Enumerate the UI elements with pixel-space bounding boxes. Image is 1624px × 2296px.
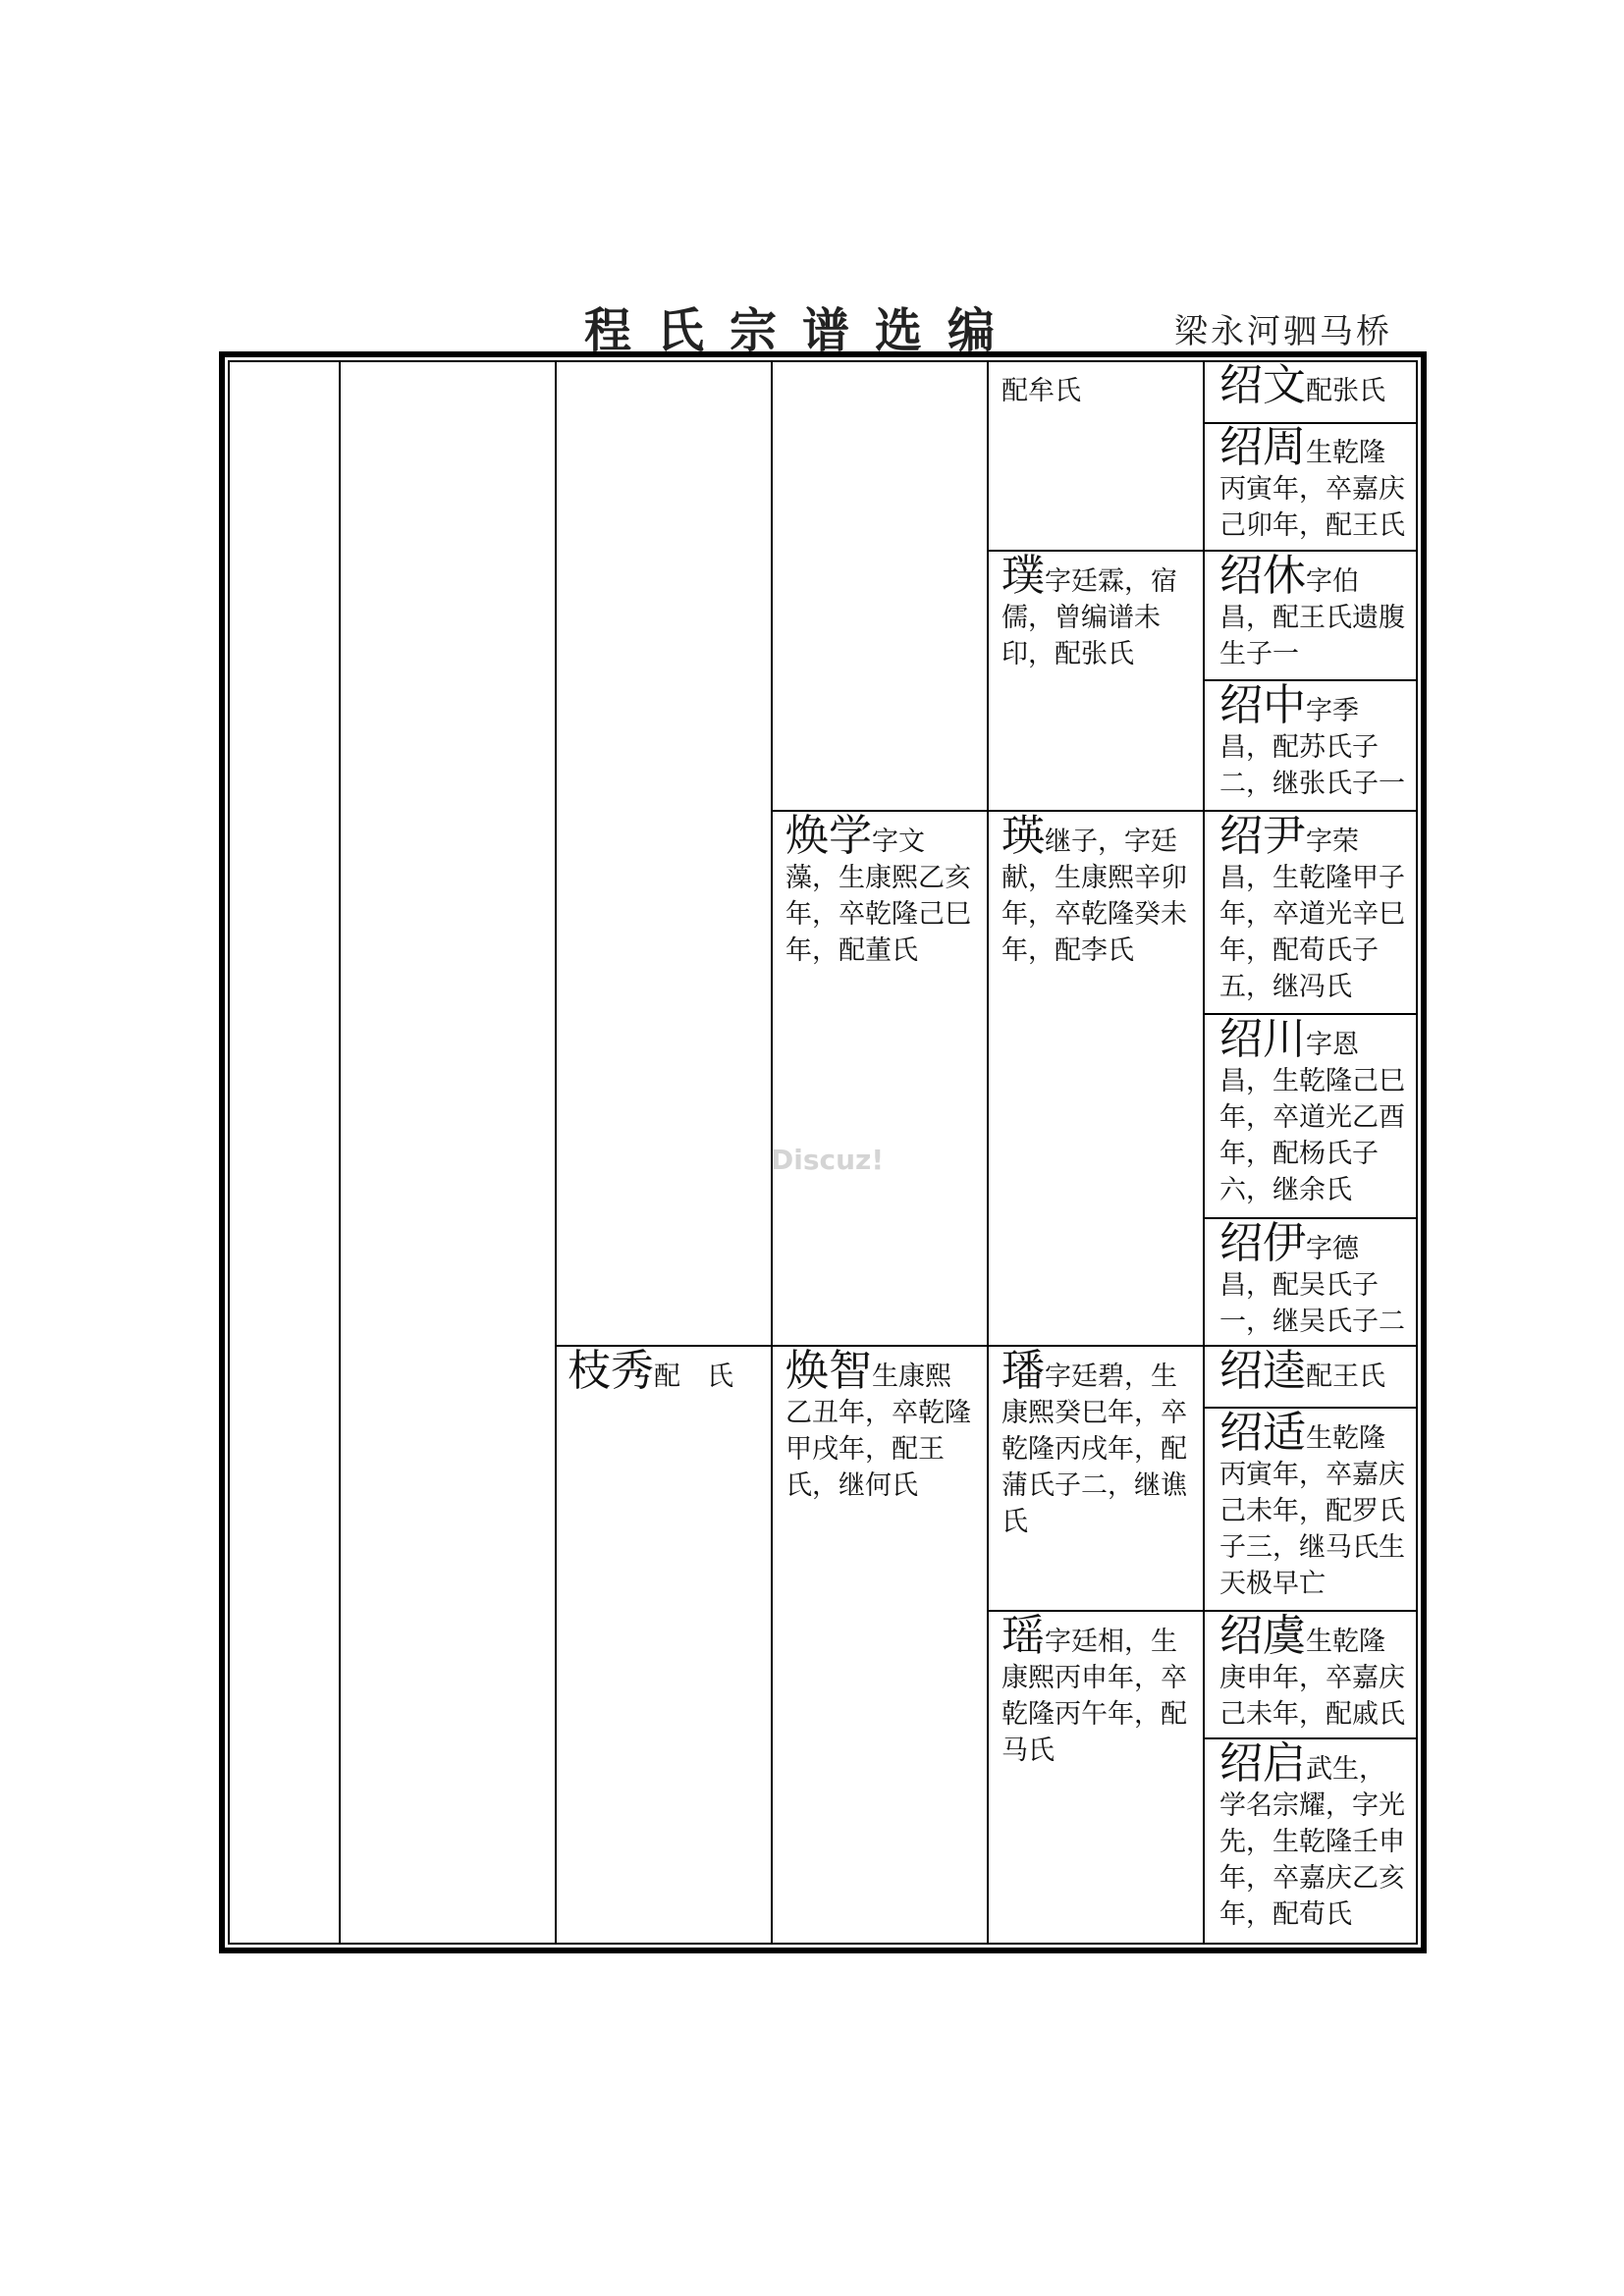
person-name: 瑛 xyxy=(1001,811,1045,861)
person-desc: 字伯昌，配王氏遗腹生子一 xyxy=(1219,566,1405,669)
person-entry xyxy=(1001,1611,1193,1769)
person-entry xyxy=(1001,1346,1193,1540)
person-desc: 生乾隆庚申年，卒嘉庆己未年，配戚氏 xyxy=(1219,1627,1405,1730)
person-name: 焕智 xyxy=(785,1346,872,1396)
person-desc: 配王氏 xyxy=(1306,1362,1385,1392)
column-divider xyxy=(555,360,557,1945)
person-name: 绍休 xyxy=(1219,551,1306,601)
person-entry xyxy=(1219,551,1411,672)
row-divider xyxy=(987,550,1418,552)
person-name: 绍伊 xyxy=(1219,1218,1306,1268)
person-name: 瑶 xyxy=(1001,1611,1045,1661)
person-desc: 字文藻，生康熙乙亥年，卒乾隆己巳年，配董氏 xyxy=(785,827,971,966)
person-name: 枝秀 xyxy=(568,1346,654,1396)
person-desc: 字廷碧，生康熙癸巳年，卒乾隆丙戌年，配蒲氏子二，继谯氏 xyxy=(1001,1362,1187,1537)
person-name: 绍启 xyxy=(1219,1738,1306,1789)
person-desc: 生乾隆丙寅年，卒嘉庆己未年，配罗氏子三，继马氏生天极早亡 xyxy=(1219,1423,1405,1599)
person-name: 绍文 xyxy=(1219,360,1306,410)
person-desc: 生乾隆丙寅年，卒嘉庆己卯年，配王氏 xyxy=(1219,438,1405,541)
row-divider xyxy=(987,1610,1418,1612)
person-entry xyxy=(1219,1611,1411,1733)
person-desc: 武生，学名宗耀，字光先，生乾隆壬申年，卒嘉庆乙亥年，配荀氏 xyxy=(1219,1754,1405,1930)
person-name: 绍尹 xyxy=(1219,811,1306,861)
person-entry xyxy=(1219,360,1411,410)
person-desc: 字荣昌，生乾隆甲子年，卒道光辛巳年，配荀氏子五，继冯氏 xyxy=(1219,827,1405,1002)
person-name: 绍逵 xyxy=(1219,1346,1306,1396)
person-desc: 继子，字廷献，生康熙辛卯年，卒乾隆癸未年，配李氏 xyxy=(1001,827,1187,966)
person-entry xyxy=(785,811,977,969)
column-divider xyxy=(339,360,341,1945)
person-name: 绍周 xyxy=(1219,422,1306,472)
person-entry xyxy=(1219,422,1411,544)
person-desc: 配 氏 xyxy=(654,1362,733,1392)
person-desc: 字德昌，配吴氏子一，继吴氏子二 xyxy=(1219,1234,1405,1337)
person-name: 绍川 xyxy=(1219,1014,1306,1064)
person-name: 绍适 xyxy=(1219,1408,1306,1458)
person-name: 璠 xyxy=(1001,1346,1045,1396)
person-entry xyxy=(785,1346,977,1504)
person-entry xyxy=(1219,811,1411,1005)
person-entry xyxy=(568,1346,769,1396)
watermark: Discuz! xyxy=(771,1144,885,1176)
page-title: 程氏宗谱选编 xyxy=(584,303,1021,358)
person-desc: 配牟氏 xyxy=(1001,376,1081,406)
person-entry xyxy=(1219,680,1411,802)
column-divider xyxy=(987,360,989,1945)
person-desc: 字廷相，生康熙丙申年，卒乾隆丙午年，配马氏 xyxy=(1001,1627,1187,1766)
person-desc: 生康熙乙丑年，卒乾隆甲戌年，配王氏，继何氏 xyxy=(785,1362,971,1501)
person-desc: 字恩昌，生乾隆己巳年，卒道光乙酉年，配杨氏子六，继余氏 xyxy=(1219,1030,1405,1205)
person-name: 焕学 xyxy=(785,811,872,861)
person-entry xyxy=(1219,1738,1411,1933)
person-name: 绍中 xyxy=(1219,680,1306,730)
person-entry xyxy=(1219,1346,1411,1396)
person-entry xyxy=(1219,1218,1411,1340)
person-entry xyxy=(1219,1014,1411,1208)
column-divider xyxy=(1203,360,1205,1945)
person-name: 璞 xyxy=(1001,551,1045,601)
person-entry xyxy=(1219,1408,1411,1602)
person-name: 绍虞 xyxy=(1219,1611,1306,1661)
person-desc: 配张氏 xyxy=(1306,376,1385,406)
page-author: 梁永河驷马桥 xyxy=(1174,312,1392,351)
person-entry xyxy=(1001,367,1193,409)
person-desc: 字廷霖，宿儒，曾编谱未印，配张氏 xyxy=(1001,566,1177,669)
person-entry xyxy=(1001,551,1193,672)
person-desc: 字季昌，配苏氏子二，继张氏子一 xyxy=(1219,696,1405,799)
person-entry xyxy=(1001,811,1193,969)
